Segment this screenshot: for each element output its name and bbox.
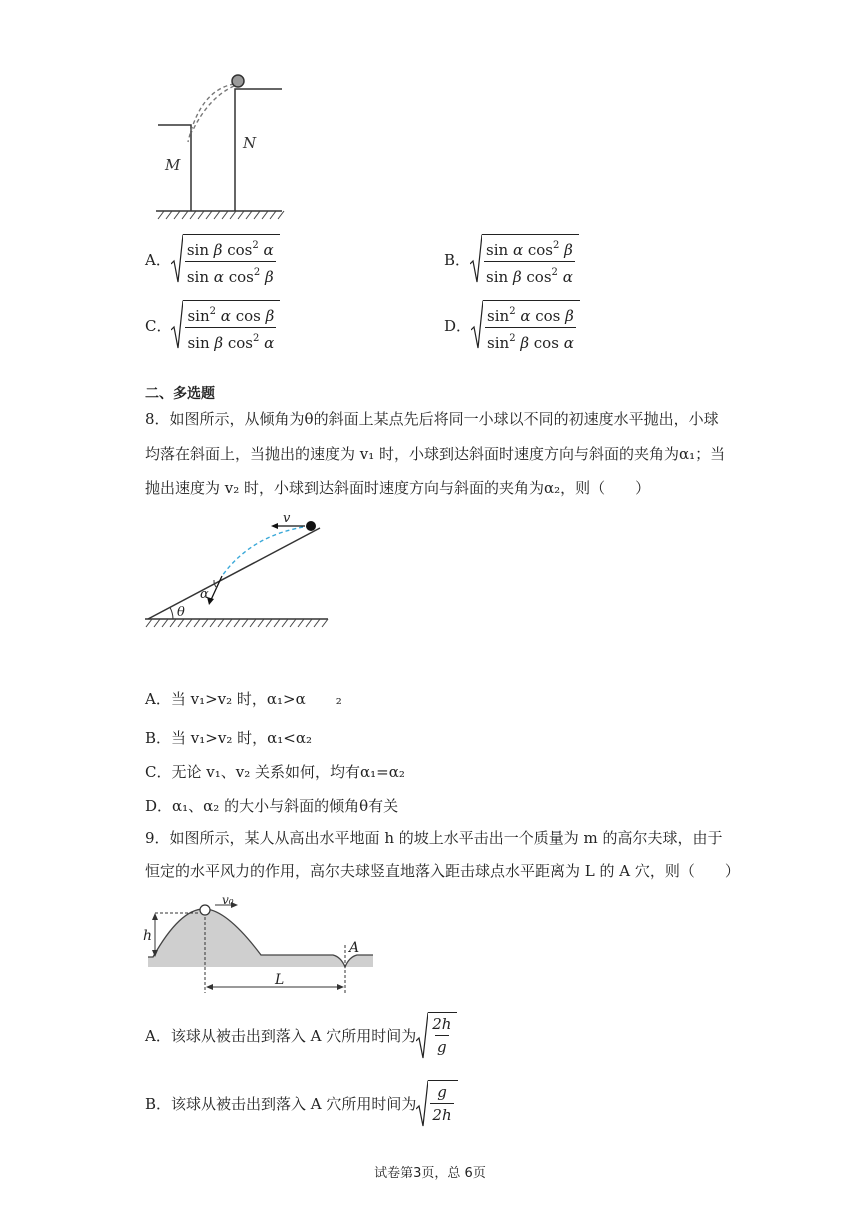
figure-q8-incline: [140, 510, 335, 632]
q9-option-a[interactable]: [145, 1012, 457, 1060]
q7-option-a[interactable]: [145, 234, 280, 286]
label-A: A: [349, 940, 360, 956]
radical-fraction: $\frac{g}{2h}$: [416, 1080, 457, 1128]
q9-option-b[interactable]: [145, 1080, 458, 1128]
q8-line-1: 8．如图所示，从倾角为θ的斜面上某点先后将同一小球以不同的初速度水平抛出，小球: [145, 410, 719, 428]
q9-option-a-text: A．该球从被击出到落入 A 穴所用时间为: [145, 1027, 417, 1045]
radical-fraction: $\frac{\sin^2 \alpha \cos \beta}{\sin^2 \beta \cos \alpha}$: [471, 300, 580, 352]
page-footer: 试卷第3页，总 6页: [374, 1166, 486, 1181]
label-L: L: [275, 972, 285, 988]
q8-option-b[interactable]: B．当 v₁>v₂ 时，α₁<α₂: [145, 729, 312, 747]
option-label: B．: [444, 251, 471, 269]
figure-q7-projectile: [150, 70, 290, 220]
q7-option-c[interactable]: [145, 300, 280, 352]
section-heading: 二、多选题: [145, 386, 215, 402]
q7-option-b[interactable]: [444, 234, 579, 286]
radical-fraction: $\frac{\sin \beta \cos^2 \alpha}{\sin \alpha \cos^2 \beta}$: [171, 234, 280, 286]
label-v0: v₀: [222, 895, 234, 907]
q8-line-2: 均落在斜面上，当抛出的速度为 v₁ 时，小球到达斜面时速度方向与斜面的夹角为α₁；当: [145, 445, 726, 463]
label-M: M: [165, 156, 181, 174]
label-theta: θ: [177, 605, 185, 620]
q8-option-d[interactable]: D．α₁、α₂ 的大小与斜面的倾角θ有关: [145, 797, 399, 815]
option-label: D．: [444, 317, 472, 335]
q7-option-d[interactable]: [444, 300, 580, 352]
q8-line-3: 抛出速度为 v₂ 时，小球到达斜面时速度方向与斜面的夹角为α₂，则（ ）: [145, 479, 651, 497]
label-alpha: α: [200, 587, 209, 602]
radical-fraction: $\frac{2h}{g}$: [416, 1012, 457, 1060]
label-v: v: [283, 511, 291, 526]
q8-option-a[interactable]: A．当 v₁>v₂ 时，α₁>α ₂: [145, 690, 342, 708]
radical-fraction: $\frac{\sin \alpha \cos^2 \beta}{\sin \beta \cos^2 \alpha}$: [470, 234, 579, 286]
q8-option-c[interactable]: C．无论 v₁、v₂ 关系如何，均有α₁=α₂: [145, 763, 405, 781]
q9-option-b-text: B．该球从被击出到落入 A 穴所用时间为: [145, 1095, 417, 1113]
option-label: C．: [145, 317, 172, 335]
option-label: A．: [145, 251, 171, 269]
q9-line-1: 9．如图所示，某人从高出水平地面 h 的坡上水平击出一个质量为 m 的高尔夫球，由于: [145, 829, 723, 847]
label-h: h: [143, 928, 153, 944]
label-N: N: [243, 134, 257, 152]
q9-line-2: 恒定的水平风力的作用，高尔夫球竖直地落入距击球点水平距离为 L 的 A 穴，则（ ）: [145, 862, 740, 880]
figure-q9-golf: [143, 895, 378, 995]
radical-fraction: $\frac{\sin^2 \alpha \cos \beta}{\sin \beta \cos^2 \alpha}$: [171, 300, 280, 352]
